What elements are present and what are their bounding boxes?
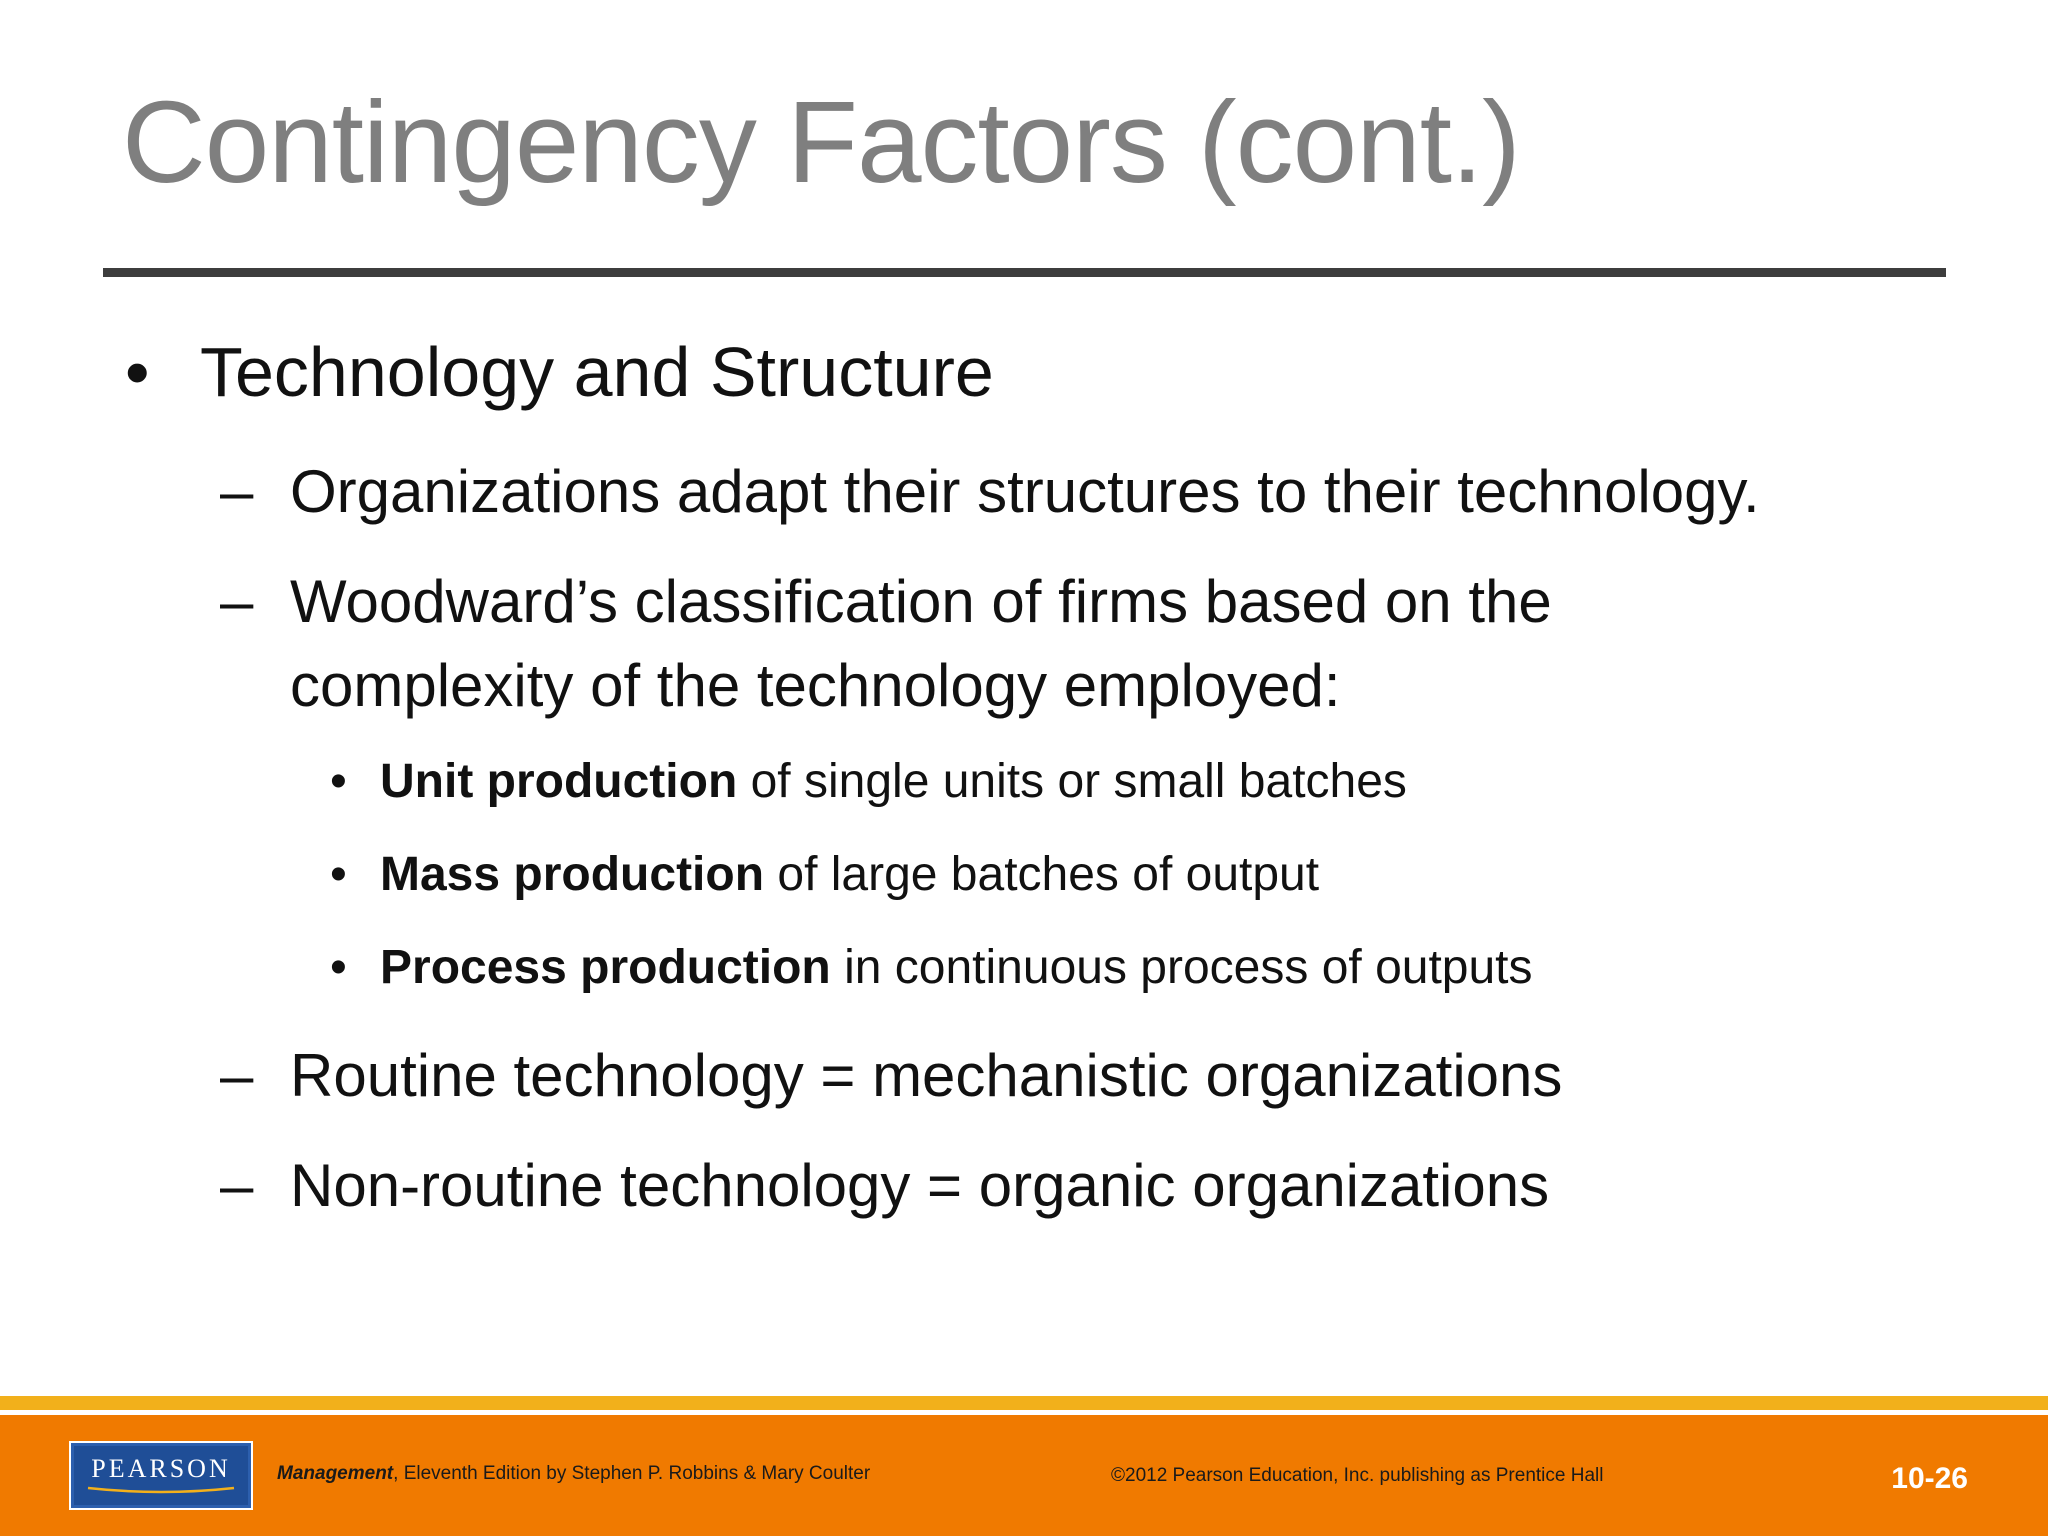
pearson-logo bbox=[69, 1441, 253, 1510]
bullet-text: Organizations adapt their structures to their technology. bbox=[290, 458, 1760, 525]
sub-bullet-woodward bbox=[220, 560, 1552, 728]
bullet-text: Non-routine technology = organic organizations bbox=[290, 1152, 1550, 1219]
bullet-marker: • bbox=[330, 848, 347, 901]
footer-copyright: ©2012 Pearson Education, Inc. publishing as Prentice Hall bbox=[1111, 1465, 1604, 1486]
dash-marker: – bbox=[220, 458, 254, 525]
book-title: Management bbox=[277, 1463, 394, 1484]
term-description: in continuous process of outputs bbox=[830, 941, 1533, 994]
slide-number: 10-26 bbox=[1891, 1462, 1968, 1495]
term-description: of large batches of output bbox=[764, 848, 1320, 901]
sub-sub-bullet-process-production bbox=[330, 938, 1533, 998]
bullet-marker: • bbox=[125, 333, 150, 411]
bullet-text-line-2: complexity of the technology employed: bbox=[290, 652, 1341, 719]
term-bold: Unit production bbox=[380, 755, 738, 808]
dash-marker: – bbox=[220, 1152, 254, 1219]
bullet-text: Routine technology = mechanistic organizations bbox=[290, 1042, 1563, 1109]
sub-sub-bullet-unit-production bbox=[330, 752, 1407, 812]
bullet-marker: • bbox=[330, 941, 347, 994]
dash-marker: – bbox=[220, 1042, 254, 1109]
dash-marker: – bbox=[220, 568, 254, 635]
term-bold: Process production bbox=[380, 941, 831, 994]
sub-bullet-nonroutine-technology bbox=[220, 1144, 1550, 1228]
slide-title: Contingency Factors (cont.) bbox=[122, 77, 1520, 207]
sub-bullet-organizations-adapt bbox=[220, 450, 1760, 534]
sub-bullet-routine-technology bbox=[220, 1034, 1563, 1118]
footer-book-credit bbox=[277, 1463, 870, 1485]
logo-wordmark: PEARSON bbox=[91, 1453, 231, 1483]
bullet-text-line-1: Woodward’s classification of firms based on the bbox=[290, 568, 1552, 635]
title-divider bbox=[103, 268, 1946, 277]
book-authors: , Eleventh Edition by Stephen P. Robbins & Mary Coulter bbox=[393, 1463, 871, 1484]
term-bold: Mass production bbox=[380, 848, 765, 901]
logo-swoosh-icon bbox=[86, 1484, 236, 1494]
sub-sub-bullet-mass-production bbox=[330, 845, 1320, 905]
bullet-technology-structure bbox=[125, 330, 994, 414]
bullet-text: Technology and Structure bbox=[200, 333, 994, 411]
bullet-marker: • bbox=[330, 755, 347, 808]
footer-accent-bar bbox=[0, 1396, 2048, 1410]
term-description: of single units or small batches bbox=[737, 755, 1407, 808]
